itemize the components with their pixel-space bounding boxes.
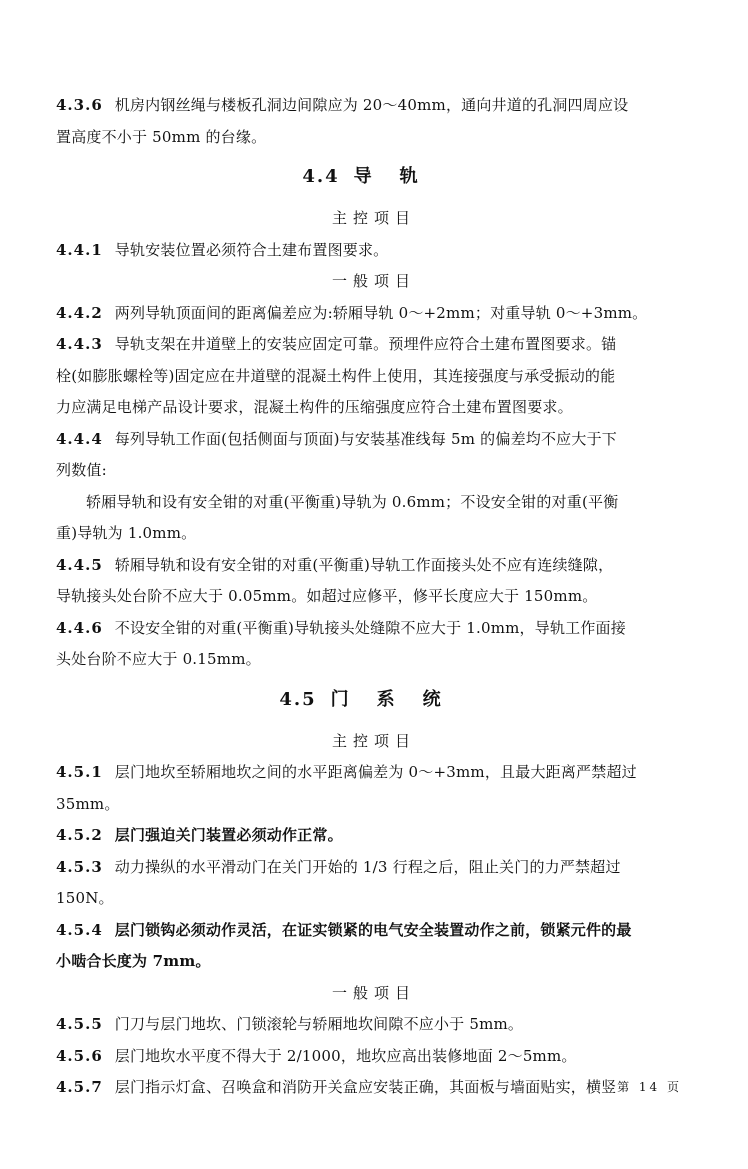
clause-line xyxy=(56,915,692,947)
section-number: 4.4 xyxy=(302,166,340,187)
clause-number: 4.4.4 xyxy=(56,429,103,448)
clause-line xyxy=(56,757,692,789)
clause-line xyxy=(56,852,692,884)
text-line xyxy=(56,487,692,519)
clause-number: 4.3.6 xyxy=(56,96,103,114)
section-heading xyxy=(56,157,692,197)
text-line xyxy=(56,789,692,821)
clause-line xyxy=(56,424,692,456)
text-line xyxy=(56,392,692,424)
clause-text: 两列导轨顶面间的距离偏差应为:轿厢导轨 0～+2mm；对重导轨 0～+3mm。 xyxy=(114,303,648,322)
clause-text: 栓(如膨胀螺栓等)固定应在井道壁的混凝土构件上使用，其连接强度与承受振动的能 xyxy=(56,366,616,385)
clause-text: 每列导轨工作面(包括侧面与顶面)与安装基准线每 5m 的偏差均不应大于下 xyxy=(114,429,617,448)
clause-text: 层门指示灯盒、召唤盒和消防开关盒应安装正确，其面板与墙面贴实，横竖 xyxy=(114,1078,617,1096)
text-line xyxy=(56,361,692,393)
clause-number: 4.5.4 xyxy=(56,920,103,939)
clause-text: 35mm。 xyxy=(56,794,120,813)
text-line xyxy=(56,122,692,154)
clause-line xyxy=(56,1009,692,1041)
clause-text: 层门地坎至轿厢地坎之间的水平距离偏差为 0～+3mm，且最大距离严禁超过 xyxy=(114,763,637,781)
text-line xyxy=(56,455,692,487)
clause-text: 轿厢导轨和设有安全钳的对重(平衡重)导轨为 0.6mm；不设安全钳的对重(平衡 xyxy=(86,492,619,511)
text-line xyxy=(56,581,692,613)
text-line xyxy=(56,883,692,915)
text-line xyxy=(56,644,692,676)
clause-text: 小啮合长度为 7mm。 xyxy=(56,952,211,970)
clause-text: 头处台阶不应大于 0.15mm。 xyxy=(56,650,261,668)
clause-number: 4.4.5 xyxy=(56,555,103,574)
clause-text: 重)导轨为 1.0mm。 xyxy=(56,524,197,542)
subsection-heading: 主控项目 xyxy=(331,209,416,227)
clause-text: 150N。 xyxy=(56,889,114,907)
clause-text: 动力操纵的水平滑动门在关门开始的 1/3 行程之后，阻止关门的力严禁超过 xyxy=(114,857,621,876)
clause-number: 4.5.6 xyxy=(56,1046,103,1065)
clause-number: 4.4.6 xyxy=(56,618,103,637)
subsection-heading: 一般项目 xyxy=(331,272,416,290)
clause-text: 导轨支架在井道壁上的安装应固定可靠。预埋件应符合土建布置图要求。锚 xyxy=(114,335,617,353)
document-body xyxy=(56,90,692,1104)
clause-number: 4.5.3 xyxy=(56,857,103,876)
clause-text: 导轨接头处台阶不应大于 0.05mm。如超过应修平，修平长度应大于 150mm。 xyxy=(56,587,598,605)
section-heading xyxy=(56,680,692,720)
section-title: 导轨 xyxy=(353,166,446,187)
clause-line xyxy=(56,329,692,361)
clause-number: 4.4.2 xyxy=(56,303,103,322)
clause-number: 4.5.1 xyxy=(56,763,103,781)
section-number: 4.5 xyxy=(279,688,317,710)
clause-text: 门刀与层门地坎、门锁滚轮与轿厢地坎间隙不应小于 5mm。 xyxy=(114,1015,524,1033)
clause-line xyxy=(56,1041,692,1073)
clause-text: 置高度不小于 50mm 的台缘。 xyxy=(56,127,267,146)
clause-text: 列数值: xyxy=(56,461,107,479)
clause-line xyxy=(56,613,692,645)
page-number: 第 14 页 xyxy=(617,1080,682,1094)
section-title: 门系统 xyxy=(330,688,469,710)
clause-text: 导轨安装位置必须符合土建布置图要求。 xyxy=(114,240,389,259)
text-line xyxy=(56,946,692,978)
subsection-heading: 一般项目 xyxy=(331,983,416,1002)
subsection-heading: 主控项目 xyxy=(331,731,416,750)
clause-number: 4.4.1 xyxy=(56,240,103,259)
clause-text: 机房内钢丝绳与楼板孔洞边间隙应为 20～40mm，通向井道的孔洞四周应设 xyxy=(114,96,629,114)
clause-text: 不设安全钳的对重(平衡重)导轨接头处缝隙不应大于 1.0mm，导轨工作面接 xyxy=(114,618,626,637)
clause-number: 4.5.2 xyxy=(56,826,103,844)
clause-text: 层门地坎水平度不得大于 2/1000，地坎应高出装修地面 2～5mm。 xyxy=(114,1046,577,1065)
clause-number: 4.4.3 xyxy=(56,335,103,353)
clause-number: 4.5.5 xyxy=(56,1015,103,1033)
clause-text: 力应满足电梯产品设计要求，混凝土构件的压缩强度应符合土建布置图要求。 xyxy=(56,398,573,416)
clause-text: 层门锁钩必须动作灵活，在证实锁紧的电气安全装置动作之前，锁紧元件的最 xyxy=(114,920,632,939)
clause-text: 层门强迫关门装置必须动作正常。 xyxy=(114,826,343,844)
clause-line xyxy=(56,90,692,122)
clause-line xyxy=(56,550,692,582)
clause-text: 轿厢导轨和设有安全钳的对重(平衡重)导轨工作面接头处不应有连续缝隙， xyxy=(114,555,614,574)
clause-line xyxy=(56,235,692,267)
clause-line xyxy=(56,1072,692,1104)
clause-line xyxy=(56,298,692,330)
clause-line xyxy=(56,820,692,852)
text-line xyxy=(56,518,692,550)
clause-number: 4.5.7 xyxy=(56,1078,103,1096)
